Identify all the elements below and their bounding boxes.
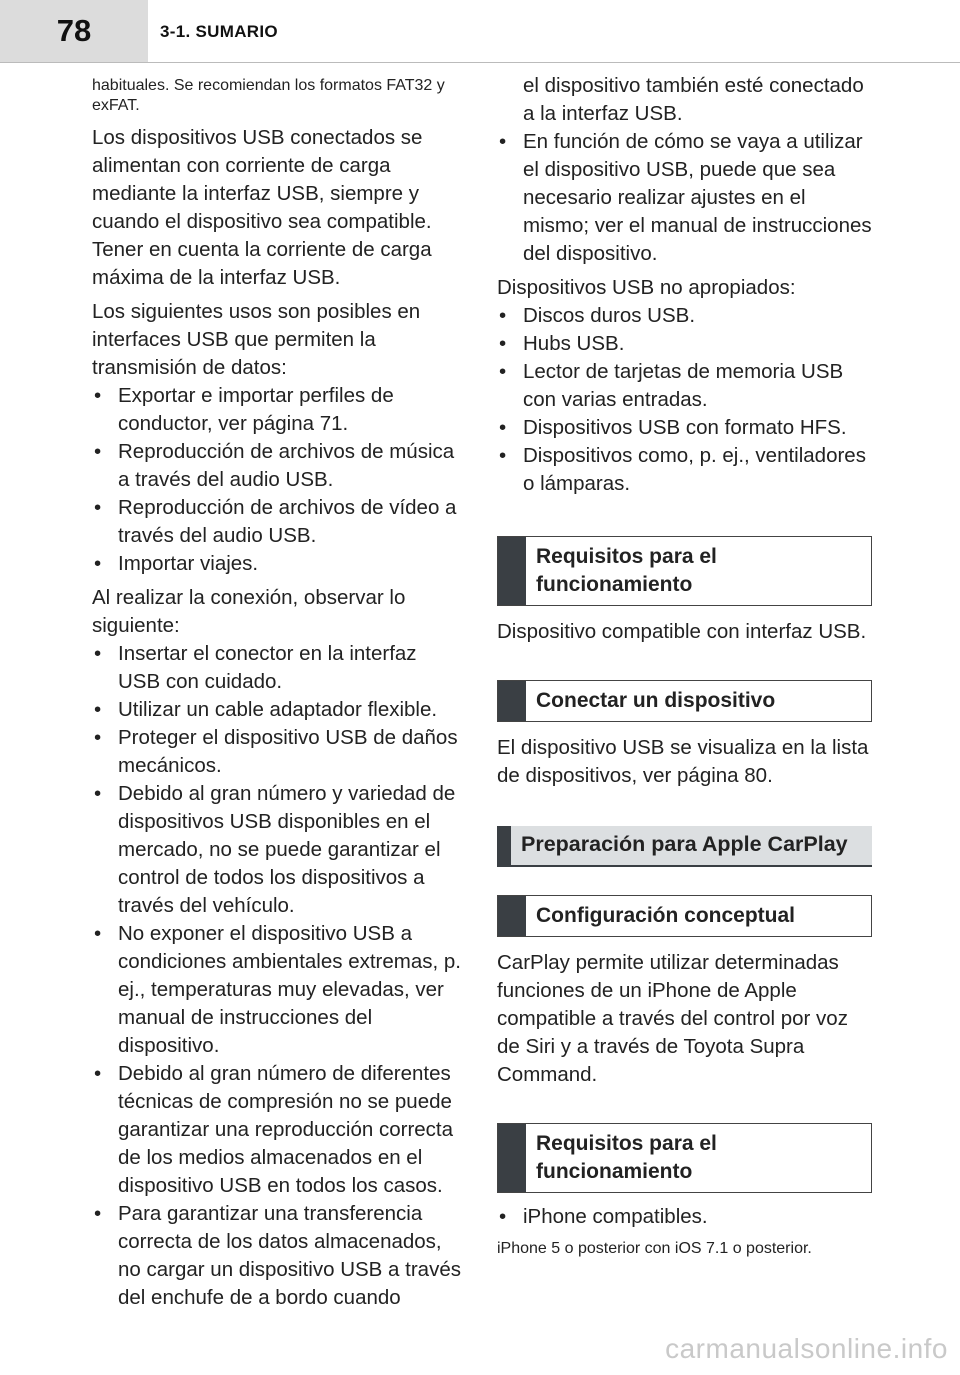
bullet-list xyxy=(497,1203,872,1231)
list-item: • Discos duros USB. xyxy=(497,302,872,330)
paragraph: Dispositivo compatible con interfaz USB. xyxy=(497,620,867,643)
list-item: • Dispositivos USB con formato HFS. xyxy=(497,414,872,442)
heading-bar xyxy=(498,537,526,605)
heading-bar xyxy=(498,681,526,721)
heading-text: Requisitos para el funcionamiento xyxy=(536,1132,717,1183)
section-heading-box xyxy=(497,536,872,606)
heading-text: Configuración conceptual xyxy=(536,904,796,927)
list-item: • Lector de tarjetas de memoria USB con varias entradas. xyxy=(497,358,872,414)
list-item: • Debido al gran número y variedad de dispositivos USB disponibles en el mercado, no se puede garantizar el control de todos los dispositivos a través del vehículo. xyxy=(92,780,462,920)
bullet-list xyxy=(92,382,462,578)
heading-text: Preparación para Apple CarPlay xyxy=(521,832,848,856)
paragraph: Dispositivos USB no apropiados: xyxy=(497,276,796,299)
list-item: • Reproducción de archivos de música a través del audio USB. xyxy=(92,438,462,494)
left-column xyxy=(92,72,462,1318)
list-item: • Proteger el dispositivo USB de daños mecánicos. xyxy=(92,724,462,780)
list-item: • Reproducción de archivos de vídeo a través del audio USB. xyxy=(92,494,462,550)
heading-bar xyxy=(498,1124,526,1192)
list-item: • Hubs USB. xyxy=(497,330,872,358)
list-item: • Utilizar un cable adaptador flexible. xyxy=(92,696,462,724)
right-column xyxy=(497,72,872,1267)
section-heading-box xyxy=(497,895,872,937)
page-header xyxy=(0,0,960,62)
paragraph-continued: el dispositivo también esté conectado a la interfaz USB. xyxy=(523,74,864,125)
watermark: carmanualsonline.info xyxy=(665,1333,948,1364)
heading-text: Requisitos para el funcionamiento xyxy=(536,545,717,596)
list-item: • En función de cómo se vaya a utilizar el dispositivo USB, puede que sea necesario realizar ajustes en el mismo; ver el manual de instrucciones del dispositivo. xyxy=(497,128,872,268)
section-title: 3-1. SUMARIO xyxy=(160,22,278,41)
heading-bar xyxy=(498,896,526,936)
heading-text: Conectar un dispositivo xyxy=(536,689,776,712)
section-heading-box xyxy=(497,1123,872,1193)
paragraph: habituales. Se recomiendan los formatos FAT32 y exFAT. xyxy=(92,77,445,114)
list-item: • Exportar e importar perfiles de conductor, ver página 71. xyxy=(92,382,462,438)
bullet-list xyxy=(497,302,872,498)
list-item: • Para garantizar una transferencia correcta de los datos almacenados, no cargar un dispositivo USB a través del enchufe de a bordo cuando xyxy=(92,1200,462,1312)
list-item: • Insertar el conector en la interfaz USB con cuidado. xyxy=(92,640,462,696)
header-divider xyxy=(0,62,960,63)
list-item: • Importar viajes. xyxy=(92,550,462,578)
list-item: • Debido al gran número de diferentes técnicas de compresión no se puede garantizar una reproducción correcta de los medios almacenados en el dispositivo USB en todos los casos. xyxy=(92,1060,462,1200)
bullet-list xyxy=(92,640,462,1312)
paragraph: Al realizar la conexión, observar lo siguiente: xyxy=(92,586,406,637)
list-item: • Dispositivos como, p. ej., ventiladores o lámparas. xyxy=(497,442,872,498)
chapter-heading xyxy=(497,826,872,867)
paragraph: Los dispositivos USB conectados se alimentan con corriente de carga mediante la interfaz USB, siempre y cuando el dispositivo sea compatible. Tener en cuenta la corriente de carga máxima de la interfaz USB. xyxy=(92,126,432,289)
list-item: • No exponer el dispositivo USB a condiciones ambientales extremas, p. ej., temperaturas muy elevadas, ver manual de instrucciones del dispositivo. xyxy=(92,920,462,1060)
page-number: 78 xyxy=(0,0,148,62)
bullet-list xyxy=(497,128,872,268)
paragraph: CarPlay permite utilizar determinadas funciones de un iPhone de Apple compatible a través del control por voz de Siri y a través de Toyota Supra Command. xyxy=(497,951,848,1086)
section-heading-box xyxy=(497,680,872,722)
note: iPhone 5 o posterior con iOS 7.1 o posterior. xyxy=(497,1240,812,1257)
paragraph: El dispositivo USB se visualiza en la lista de dispositivos, ver página 80. xyxy=(497,736,869,787)
paragraph: Los siguientes usos son posibles en interfaces USB que permiten la transmisión de datos: xyxy=(92,300,421,379)
list-item: • iPhone compatibles. xyxy=(497,1203,872,1231)
